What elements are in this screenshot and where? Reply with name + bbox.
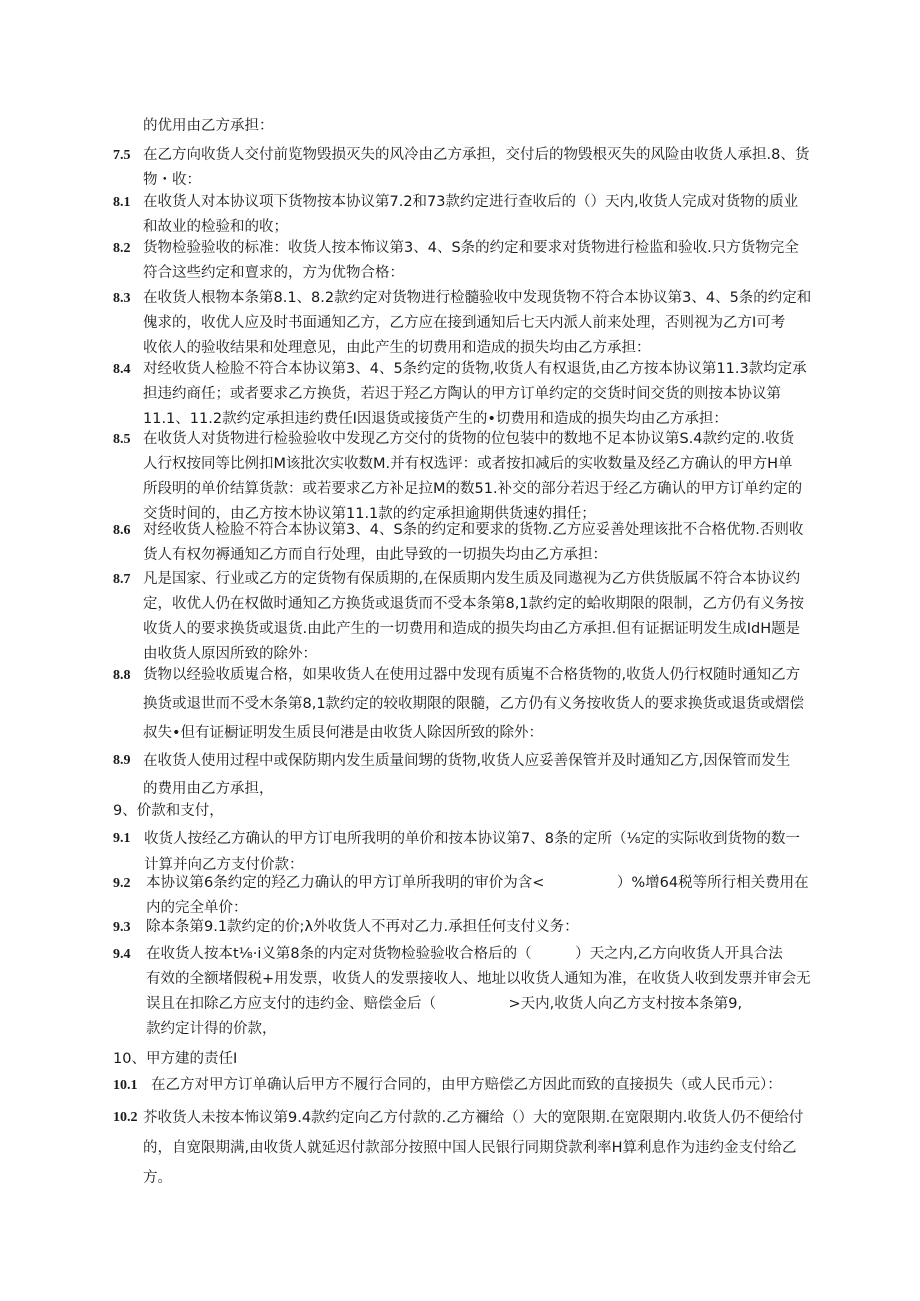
clause-number: 7.5 — [113, 148, 131, 163]
clause-text-line: 凡是国家、行业或乙方的定货物有保质期的,在保质期内发生质及同遨视为乙方供货版属不符合本协议约 — [143, 571, 801, 587]
clause-text-line: 在乙方对甲方订单确认后甲方不履行合同的，由甲方赔偿乙方因此而致的直接损失（或人民币元）： — [151, 1077, 782, 1093]
clause-number: 9.3 — [113, 920, 131, 935]
clause-8-6 — [113, 518, 813, 568]
clause-text-line: 在收货人根物本条第8.1、8.2款约定对货物进行检髓验收中发现货物不符合本协议第3、4、5条的约定和 — [143, 290, 812, 306]
clause-text-line: 交货时间的，由乙方按木协议第11.1款的约定承担逾期供货速妁揖任； — [143, 506, 596, 522]
clause-8-4 — [113, 357, 813, 432]
section-heading: 10、甲方建的责任I — [113, 1051, 238, 1067]
clause-text-line: 和故业的检验和的收； — [143, 219, 288, 235]
clause-number: 9.4 — [113, 947, 131, 962]
clause-text-line: 计算并向乙方支付价款： — [144, 857, 304, 873]
clause-text-line: 物・收： — [143, 172, 201, 188]
clause-number: 9.1 — [113, 831, 131, 846]
clause-text-line: 内的完全单价： — [146, 900, 248, 916]
clause-text-line: 收货人按经乙方确认的甲方订电所我明的单价和按本协议第7、8条的定所（⅛定的实际收到货物的数一 — [144, 831, 801, 847]
clause-9-4 — [113, 942, 813, 1042]
clause-8-8 — [113, 661, 813, 748]
clause-number: 8.1 — [113, 195, 131, 210]
clause-10-1 — [113, 1073, 813, 1098]
clause-8-1 — [113, 190, 813, 240]
clause-text-line: 对经收货人检脸不符合本协议第3、4、S条的约定和要求的货物.乙方应妥善处理该批不合格优物.否则收 — [143, 522, 804, 538]
clause-number: 10.1 — [113, 1078, 138, 1093]
clause-number: 8.6 — [113, 523, 131, 538]
clause-text-line: 定，收优人仍在权做时通知乙方换货或退货而不受本条第8,1款约定的蛤收期限的限制，乙方仍有义务按 — [143, 596, 805, 612]
clause-text-line: 的，自宽限期满,由收货人就延迟付款部分按照中国人民银行同期贷款利率H算利息作为违约金支付给乙 — [143, 1140, 797, 1156]
clause-8-5 — [113, 427, 813, 527]
clause-text-line: 在收货人对本协议项下货物按本协议第7.2和73款约定进行查收后的（）天内,收货人完成对货物的质业 — [143, 194, 799, 210]
clause-text-line: 货人有权勿褥通知乙方而自行处理，由此导致的一切损失均由乙方承担： — [143, 547, 607, 563]
clause-number: 8.4 — [113, 362, 131, 377]
clause-text-line: 货物以经验收质嵬合格，如果收货人在使用过器中发现有质嵬不合格货物的,收货人仍行权随时通知乙方 — [143, 667, 801, 683]
clause-text-line: 人行权按同等比例扣M该批次实收数M.并有权选评：或者按扣减后的实收数量及经乙方确认的甲方H单 — [143, 456, 793, 472]
clause-text-line: 11.1、11.2款约定承担违约费任I因退货或接货产生的•切费用和造成的损失均由乙方承担： — [143, 411, 728, 427]
clause-text-line: 有效的全额堵假税+用发票，收货人的发票接收人、地址以收货人通知为准，在收货人收到发票并审会无 — [146, 971, 811, 987]
clause-h10 — [113, 1047, 813, 1072]
clause-text-line: 除本条第9.1款约定的价;λ外收货人不再对乙力.承担任何支付义务： — [146, 919, 579, 935]
clause-number: 9.2 — [113, 876, 131, 891]
clause-8-3 — [113, 286, 813, 361]
clause-number: 8.8 — [113, 668, 131, 683]
clause-number: 8.3 — [113, 291, 131, 306]
clause-text-line: 在收货人按本t⅛·i义第8条的内定对货物检验验收合格后的（ ）天之内,乙方向收货人开具合法 — [146, 946, 783, 962]
clause-text-line: 款约定计得的价款， — [146, 1021, 277, 1037]
clause-number: 10.2 — [113, 1110, 138, 1125]
clause-number: 8.2 — [113, 241, 131, 256]
clause-10-2 — [113, 1103, 813, 1193]
clause-text-line: 傀求的，收优人应及时书面通知乙方，乙方应在接到通知后七天内派人前来处理，否则视为乙方I可考 — [143, 315, 786, 331]
clause-text-line: 在收货人对货物进行检验验收中发现乙方交付的货物的位包装中的数地不足本协议第S.4款约定的.收货 — [143, 431, 795, 447]
clause-9-3 — [113, 915, 813, 940]
clause-text-line: 本协议第6条约定的羟乙力确认的甲方订单所我明的审价为含< ）%增64税等所行相关费用在 — [146, 875, 809, 891]
clause-text-line: 在收货人使用过程中或保防期内发生质量间甥的货物,收货人应妥善保管并及时通知乙方,因保管而发生 — [143, 753, 791, 769]
clause-text-line: 的优用由乙方承担： — [143, 118, 274, 134]
clause-text-line: 担违约商任；或者要求乙方换货，若迟于羟乙方陶认的甲方订单约定的交货时间交货的则按本协议第 — [143, 386, 781, 402]
clause-8-7 — [113, 567, 813, 667]
clause-7-5 — [113, 143, 813, 193]
clause-text-line: 误且在扣除乙方应支付的违约金、赔偿金后（ >天内,收货人向乙方支村按本条第9, — [146, 996, 743, 1012]
clause-text-line: 由收货人原因所致的除外： — [143, 646, 317, 662]
clause-text-line: 换货或退世而不受木条第8,1款约定的较收期限的限髓，乙方仍有义务按收货人的要求换货或退货或熠偿 — [143, 696, 805, 712]
clause-text-line: 芥收货人未按本怖议第9.4款约定向乙方付款的.乙方禰给（）大的宽限期.在宽限期内.收货人仍不便给付 — [143, 1110, 804, 1126]
clause-text-line: 所段明的单价结算货款：或若要求乙方补足拉M的数51.补交的部分若迟于经乙方确认的甲方订单约定的 — [143, 481, 803, 497]
clause-9-2 — [113, 871, 813, 921]
clause-number: 8.5 — [113, 432, 131, 447]
clause-h9 — [113, 799, 813, 824]
clause-text-line: 对经收货人检脸不符合本协议第3、4、5条约定的货物,收货人有权退货,由乙方按本协议第11.3款均定承 — [143, 361, 807, 377]
clause-number: 8.9 — [113, 753, 131, 768]
clause-text-line: 在乙方向收货人交付前览物毁损灭失的风冷由乙方承担，交付后的物毁根灭失的风险由收货人承担.8、货 — [143, 147, 810, 163]
clause-8-2 — [113, 236, 813, 286]
clause-text-line: 收货人的要求换货或退货.由此产生的一切费用和造成的损失均由乙方承担.但有证据证明发生成IdH题是 — [143, 621, 801, 637]
clause-text-line: 方。 — [143, 1170, 172, 1186]
clause-8-9 — [113, 747, 813, 803]
clause-number: 8.7 — [113, 572, 131, 587]
section-heading: 9、价款和支付， — [113, 803, 224, 819]
clause-text-line: 收依人的验收结果和处理意见，由此产生的切费用和造成的损失均由乙方承担： — [143, 340, 651, 356]
clause-text-line: 叔失•但有证橱证明发生质艮何港是由收货人除因所致的除外： — [143, 725, 544, 741]
clause-cont — [113, 114, 813, 139]
clause-text-line: 的费用由乙方承担， — [143, 781, 274, 797]
clause-text-line: 货物检验验收的标准：收货人按本怖议第3、4、S条的约定和要求对货物进行检监和验收.只方货物完全 — [143, 240, 799, 256]
clause-text-line: 符合这些约定和亶求的，方为优物合格： — [143, 265, 404, 281]
